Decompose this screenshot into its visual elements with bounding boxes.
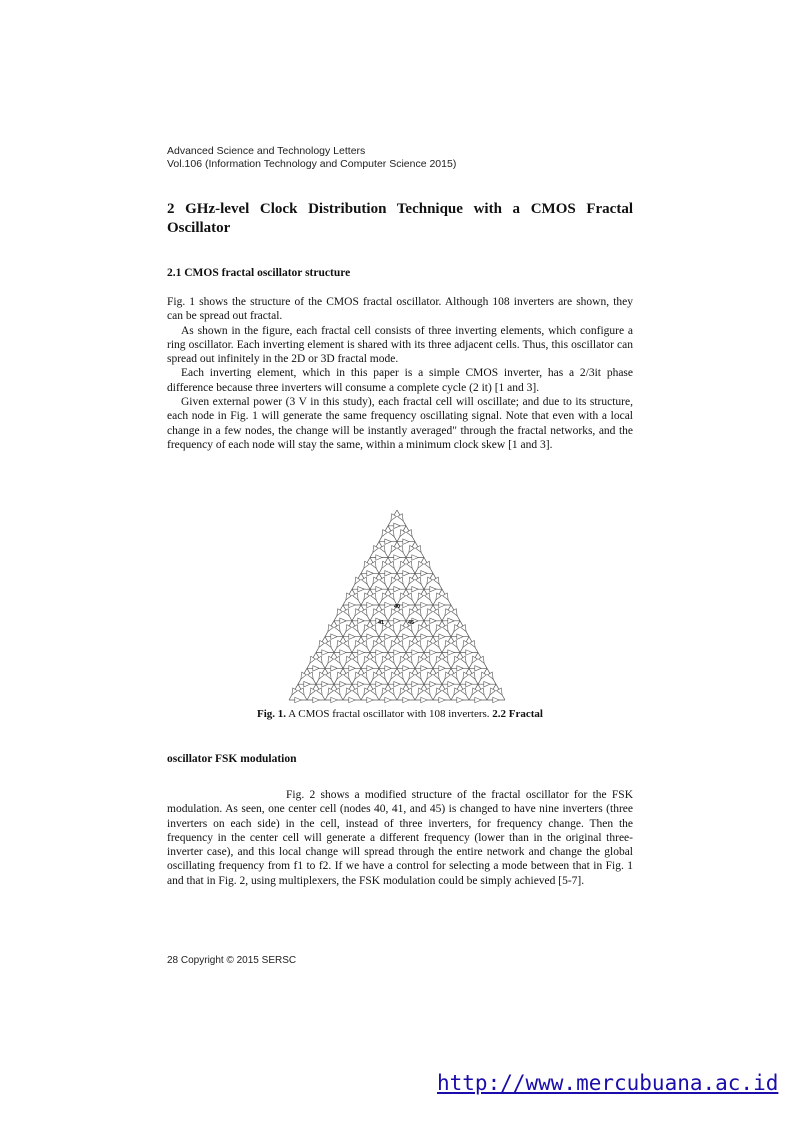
journal-name: Advanced Science and Technology Letters bbox=[167, 145, 366, 157]
inverter-symbol bbox=[337, 640, 343, 647]
inverter-symbol bbox=[434, 609, 440, 616]
paragraph: As shown in the figure, each fractal cell consists of three inverting elements, which configure a ring oscillator. Each inverting element is shared with its three adjacent cells. Thus, this oscillator can spread out infinitely in the 2D or 3D fractal mode. bbox=[167, 324, 633, 366]
inverter-symbol bbox=[385, 634, 391, 639]
section-heading-fsk: oscillator FSK modulation bbox=[167, 753, 297, 765]
inverter-symbol bbox=[353, 656, 359, 663]
inverter-symbol bbox=[427, 577, 433, 584]
inverter-symbol bbox=[461, 656, 467, 663]
paragraph: Each inverting element, which in this paper is a simple CMOS inverter, has a 2/3it phase difference because three inverters will consume a complete cycle (2 it) [1 and 3]. bbox=[167, 367, 633, 394]
inverter-symbol bbox=[319, 672, 325, 679]
next-section-heading-start: 2.2 Fractal bbox=[492, 708, 543, 720]
inverter-symbol bbox=[430, 618, 436, 623]
inverter-symbol bbox=[385, 697, 391, 702]
inverter-symbol bbox=[340, 681, 346, 686]
inverter-symbol bbox=[292, 688, 298, 695]
inverter-symbol bbox=[443, 688, 449, 695]
inverter-symbol bbox=[391, 672, 397, 679]
inverter-symbol bbox=[380, 609, 386, 616]
inverter-symbol bbox=[358, 681, 364, 686]
inverter-symbol bbox=[328, 688, 334, 695]
inverter-symbol bbox=[434, 672, 440, 679]
inverter-symbol bbox=[421, 571, 427, 576]
fractal-oscillator-figure bbox=[284, 506, 510, 706]
inverter-symbol bbox=[362, 640, 368, 647]
inverter-symbol bbox=[436, 593, 442, 600]
paper-title: 2 GHz-level Clock Distribution Technique with a CMOS Fractal Oscillator bbox=[167, 201, 633, 236]
inverter-symbol bbox=[407, 656, 413, 663]
caption-label: Fig. 1. bbox=[257, 708, 287, 720]
inverter-symbol bbox=[349, 666, 355, 671]
inverter-symbol bbox=[427, 609, 433, 616]
running-header bbox=[167, 145, 637, 170]
inverter-symbol bbox=[326, 672, 332, 679]
inverter-symbol bbox=[295, 697, 301, 702]
inverter-symbol bbox=[412, 586, 418, 591]
inverter-symbol bbox=[430, 650, 436, 655]
inverter-symbol bbox=[371, 625, 377, 632]
inverter-symbol bbox=[373, 609, 379, 616]
inverter-symbol bbox=[346, 688, 352, 695]
inverter-symbol bbox=[313, 697, 319, 702]
inverter-symbol bbox=[340, 618, 346, 623]
inverter-symbol bbox=[436, 625, 442, 632]
inverter-symbol bbox=[355, 577, 361, 584]
inverter-symbol bbox=[304, 681, 310, 686]
inverter-symbol bbox=[367, 666, 373, 671]
inverter-symbol bbox=[308, 672, 314, 679]
inverter-symbol bbox=[317, 688, 323, 695]
inverter-symbol bbox=[367, 602, 373, 607]
inverter-symbol bbox=[382, 688, 388, 695]
inverter-symbol bbox=[367, 697, 373, 702]
inverter-symbol bbox=[376, 586, 382, 591]
inverter-symbol bbox=[335, 625, 341, 632]
inverter-symbol bbox=[340, 650, 346, 655]
inverter-symbol bbox=[418, 625, 424, 632]
inverter-symbol bbox=[412, 650, 418, 655]
inverter-symbol bbox=[443, 593, 449, 600]
inverter-symbol bbox=[389, 625, 395, 632]
inverter-symbol bbox=[400, 530, 406, 537]
inverter-symbol bbox=[322, 681, 328, 686]
paragraph: Fig. 2 shows a modified structure of the fractal oscillator for the FSK modulation. As seen, one center cell (nodes 40, 41, and 45) is changed to have nine inverters (three inverters on each side) in the cell, instead of three inverters, for frequency change. Then the frequency in the center cell will generate a different frequency (lower than in the original three-inverter case), and this local change will spread through the entire network and change the global oscillating frequency from f1 to f2. If we have a control for selecting a mode between that in Fig. 1 and that in Fig. 2, using multiplexers, the FSK modulation could be simply achieved [5-7]. bbox=[167, 789, 633, 887]
inverter-symbol bbox=[416, 640, 422, 647]
inverter-symbol bbox=[461, 688, 467, 695]
inverter-symbol bbox=[457, 697, 463, 702]
inverter-symbol bbox=[346, 593, 352, 600]
inverter-symbol bbox=[299, 688, 305, 695]
inverter-symbol bbox=[400, 656, 406, 663]
node-label: 41 bbox=[377, 619, 385, 626]
inverter-symbol bbox=[385, 666, 391, 671]
inverter-symbol bbox=[430, 681, 436, 686]
inverter-symbol bbox=[317, 656, 323, 663]
inverter-symbol bbox=[400, 593, 406, 600]
inverter-symbol bbox=[344, 609, 350, 616]
inverter-symbol bbox=[373, 640, 379, 647]
inverter-symbol bbox=[445, 609, 451, 616]
inverter-symbol bbox=[394, 618, 400, 623]
inverter-symbol bbox=[319, 640, 325, 647]
inverter-symbol bbox=[346, 656, 352, 663]
inverter-symbol bbox=[472, 688, 478, 695]
inverter-symbol bbox=[421, 666, 427, 671]
inverter-symbol bbox=[454, 688, 460, 695]
inverter-symbol bbox=[371, 593, 377, 600]
inverter-symbol bbox=[346, 625, 352, 632]
inverter-symbol bbox=[403, 634, 409, 639]
section-body-structure bbox=[167, 295, 633, 452]
inverter-symbol bbox=[403, 697, 409, 702]
inverter-symbol bbox=[367, 571, 373, 576]
inverter-symbol bbox=[398, 640, 404, 647]
inverter-symbol bbox=[335, 656, 341, 663]
inverter-symbol bbox=[310, 656, 316, 663]
inverter-symbol bbox=[466, 681, 472, 686]
inverter-symbol bbox=[398, 577, 404, 584]
inverter-symbol bbox=[355, 672, 361, 679]
inverter-symbol bbox=[445, 640, 451, 647]
inverter-symbol bbox=[355, 609, 361, 616]
inverter-symbol bbox=[421, 697, 427, 702]
inverter-symbol bbox=[394, 586, 400, 591]
inverter-symbol bbox=[452, 609, 458, 616]
fractal-triangle-diagram bbox=[284, 506, 510, 706]
inverter-symbol bbox=[457, 634, 463, 639]
inverter-symbol bbox=[418, 593, 424, 600]
inverter-symbol bbox=[364, 593, 370, 600]
inverter-symbol bbox=[434, 640, 440, 647]
inverter-symbol bbox=[412, 555, 418, 560]
inverter-symbol bbox=[452, 640, 458, 647]
inverter-symbol bbox=[443, 656, 449, 663]
inverter-symbol bbox=[371, 688, 377, 695]
inverter-symbol bbox=[364, 688, 370, 695]
inverter-symbol bbox=[461, 625, 467, 632]
inverter-symbol bbox=[403, 602, 409, 607]
inverter-symbol bbox=[335, 688, 341, 695]
inverter-symbol bbox=[358, 650, 364, 655]
inverter-symbol bbox=[430, 586, 436, 591]
inverter-symbol bbox=[400, 625, 406, 632]
inverter-symbol bbox=[389, 530, 395, 537]
inverter-symbol bbox=[403, 539, 409, 544]
inverter-symbol bbox=[416, 577, 422, 584]
inverter-symbol bbox=[364, 656, 370, 663]
inverter-symbol bbox=[353, 593, 359, 600]
inverter-symbol bbox=[481, 672, 487, 679]
inverter-symbol bbox=[322, 650, 328, 655]
inverter-symbol bbox=[425, 625, 431, 632]
inverter-symbol bbox=[409, 545, 415, 552]
section-body-fsk bbox=[167, 788, 633, 888]
inverter-symbol bbox=[373, 672, 379, 679]
inverter-symbol bbox=[301, 672, 307, 679]
inverter-symbol bbox=[490, 688, 496, 695]
inverter-symbol bbox=[425, 688, 431, 695]
inverter-symbol bbox=[331, 666, 337, 671]
inverter-symbol bbox=[425, 593, 431, 600]
section-heading-structure: 2.1 CMOS fractal oscillator structure bbox=[167, 267, 351, 279]
inverter-symbol bbox=[439, 666, 445, 671]
inverter-symbol bbox=[425, 656, 431, 663]
inverter-symbol bbox=[493, 697, 499, 702]
inverter-symbol bbox=[349, 697, 355, 702]
inverter-symbol bbox=[470, 640, 476, 647]
inverter-symbol bbox=[391, 577, 397, 584]
inverter-symbol bbox=[400, 688, 406, 695]
page-footer: 28 Copyright © 2015 SERSC bbox=[167, 955, 297, 966]
inverter-symbol bbox=[344, 672, 350, 679]
inverter-symbol bbox=[427, 640, 433, 647]
inverter-symbol bbox=[382, 656, 388, 663]
watermark-link[interactable]: http://www.mercubuana.ac.id bbox=[437, 1071, 779, 1095]
inverter-symbol bbox=[391, 640, 397, 647]
inverter-symbol bbox=[400, 561, 406, 568]
inverter-symbol bbox=[448, 650, 454, 655]
inverter-symbol bbox=[373, 577, 379, 584]
inverter-symbol bbox=[454, 625, 460, 632]
inverter-symbol bbox=[470, 672, 476, 679]
inverter-symbol bbox=[454, 656, 460, 663]
inverter-symbol bbox=[479, 688, 485, 695]
paragraph: Fig. 1 shows the structure of the CMOS fractal oscillator. Although 108 inverters are shown, they can be spread out fractal. bbox=[167, 296, 633, 323]
inverter-symbol bbox=[403, 666, 409, 671]
node-label: 45 bbox=[407, 619, 415, 626]
inverter-symbol bbox=[310, 688, 316, 695]
inverter-symbol bbox=[394, 681, 400, 686]
inverter-symbol bbox=[475, 666, 481, 671]
inverter-symbol bbox=[371, 656, 377, 663]
inverter-symbol bbox=[376, 650, 382, 655]
inverter-symbol bbox=[394, 555, 400, 560]
inverter-symbol bbox=[418, 656, 424, 663]
inverter-symbol bbox=[353, 625, 359, 632]
inverter-symbol bbox=[389, 561, 395, 568]
inverter-symbol bbox=[407, 688, 413, 695]
inverter-symbol bbox=[313, 666, 319, 671]
inverter-symbol bbox=[398, 545, 404, 552]
inverter-symbol bbox=[371, 561, 377, 568]
paragraph: Given external power (3 V in this study), each fractal cell will oscillate; and due to its structure, each node in Fig. 1 will generate the same frequency oscillating signal. Note that even with a local change in a few nodes, the change will be instantly averaged" through the fractal networks, and the frequency of each node will stay the same, within a minimum clock skew [1 and 3]. bbox=[167, 396, 633, 451]
inverter-symbol bbox=[407, 561, 413, 568]
inverter-symbol bbox=[337, 609, 343, 616]
inverter-symbol bbox=[439, 634, 445, 639]
inverter-symbol bbox=[418, 688, 424, 695]
inverter-symbol bbox=[445, 672, 451, 679]
inverter-symbol bbox=[463, 640, 469, 647]
inverter-symbol bbox=[326, 640, 332, 647]
inverter-symbol bbox=[463, 672, 469, 679]
inverter-symbol bbox=[364, 561, 370, 568]
inverter-symbol bbox=[472, 656, 478, 663]
inverter-symbol bbox=[367, 634, 373, 639]
inverter-symbol bbox=[421, 634, 427, 639]
inverter-symbol bbox=[394, 523, 400, 528]
node-label: 40 bbox=[393, 604, 401, 610]
inverter-symbol bbox=[373, 545, 379, 552]
inverter-symbol bbox=[427, 672, 433, 679]
inverter-symbol bbox=[349, 602, 355, 607]
inverter-symbol bbox=[416, 672, 422, 679]
inverter-symbol bbox=[331, 697, 337, 702]
inverter-symbol bbox=[448, 681, 454, 686]
inverter-symbol bbox=[457, 666, 463, 671]
inverter-symbol bbox=[389, 656, 395, 663]
inverter-symbol bbox=[409, 672, 415, 679]
inverter-symbol bbox=[398, 672, 404, 679]
inverter-symbol bbox=[380, 577, 386, 584]
inverter-symbol bbox=[328, 625, 334, 632]
inverter-symbol bbox=[382, 530, 388, 537]
inverter-symbol bbox=[391, 514, 397, 521]
figure-caption bbox=[167, 707, 633, 721]
inverter-symbol bbox=[412, 681, 418, 686]
inverter-symbol bbox=[331, 634, 337, 639]
inverter-symbol bbox=[409, 640, 415, 647]
inverter-symbol bbox=[362, 609, 368, 616]
inverter-symbol bbox=[391, 545, 397, 552]
inverter-symbol bbox=[488, 672, 494, 679]
inverter-symbol bbox=[416, 609, 422, 616]
inverter-symbol bbox=[436, 656, 442, 663]
inverter-symbol bbox=[443, 625, 449, 632]
inverter-symbol bbox=[425, 561, 431, 568]
inverter-symbol bbox=[389, 593, 395, 600]
inverter-symbol bbox=[380, 672, 386, 679]
inverter-symbol bbox=[337, 672, 343, 679]
inverter-symbol bbox=[421, 602, 427, 607]
inverter-symbol bbox=[385, 602, 391, 607]
inverter-symbol bbox=[353, 688, 359, 695]
caption-text: A CMOS fractal oscillator with 108 inverters. bbox=[288, 708, 490, 720]
inverter-symbol bbox=[484, 681, 490, 686]
inverter-symbol bbox=[407, 593, 413, 600]
inverter-symbol bbox=[448, 618, 454, 623]
inverter-symbol bbox=[344, 640, 350, 647]
inverter-symbol bbox=[358, 586, 364, 591]
inverter-symbol bbox=[328, 656, 334, 663]
inverter-symbol bbox=[382, 593, 388, 600]
inverter-symbol bbox=[364, 625, 370, 632]
inverter-symbol bbox=[385, 539, 391, 544]
inverter-symbol bbox=[407, 530, 413, 537]
inverter-symbol bbox=[382, 561, 388, 568]
inverter-symbol bbox=[358, 618, 364, 623]
inverter-symbol bbox=[466, 650, 472, 655]
inverter-symbol bbox=[362, 672, 368, 679]
inverter-symbol bbox=[380, 640, 386, 647]
inverter-symbol bbox=[452, 672, 458, 679]
inverter-symbol bbox=[497, 688, 503, 695]
inverter-symbol bbox=[436, 688, 442, 695]
inverter-symbol bbox=[376, 555, 382, 560]
inverter-symbol bbox=[439, 602, 445, 607]
inverter-symbol bbox=[479, 656, 485, 663]
inverter-symbol bbox=[355, 640, 361, 647]
inverter-symbol bbox=[434, 577, 440, 584]
inverter-symbol bbox=[349, 634, 355, 639]
inverter-symbol bbox=[416, 545, 422, 552]
volume-info: Vol.106 (Information Technology and Computer Science 2015) bbox=[167, 157, 457, 170]
inverter-symbol bbox=[389, 688, 395, 695]
inverter-symbol bbox=[376, 681, 382, 686]
inverter-symbol bbox=[475, 697, 481, 702]
inverter-symbol bbox=[380, 545, 386, 552]
inverter-symbol bbox=[398, 514, 404, 521]
inverter-symbol bbox=[409, 577, 415, 584]
inverter-symbol bbox=[418, 561, 424, 568]
inverter-symbol bbox=[403, 571, 409, 576]
inverter-symbol bbox=[362, 577, 368, 584]
inverter-symbol bbox=[385, 571, 391, 576]
inverter-symbol bbox=[439, 697, 445, 702]
inverter-symbol bbox=[394, 650, 400, 655]
inverter-symbol bbox=[409, 609, 415, 616]
